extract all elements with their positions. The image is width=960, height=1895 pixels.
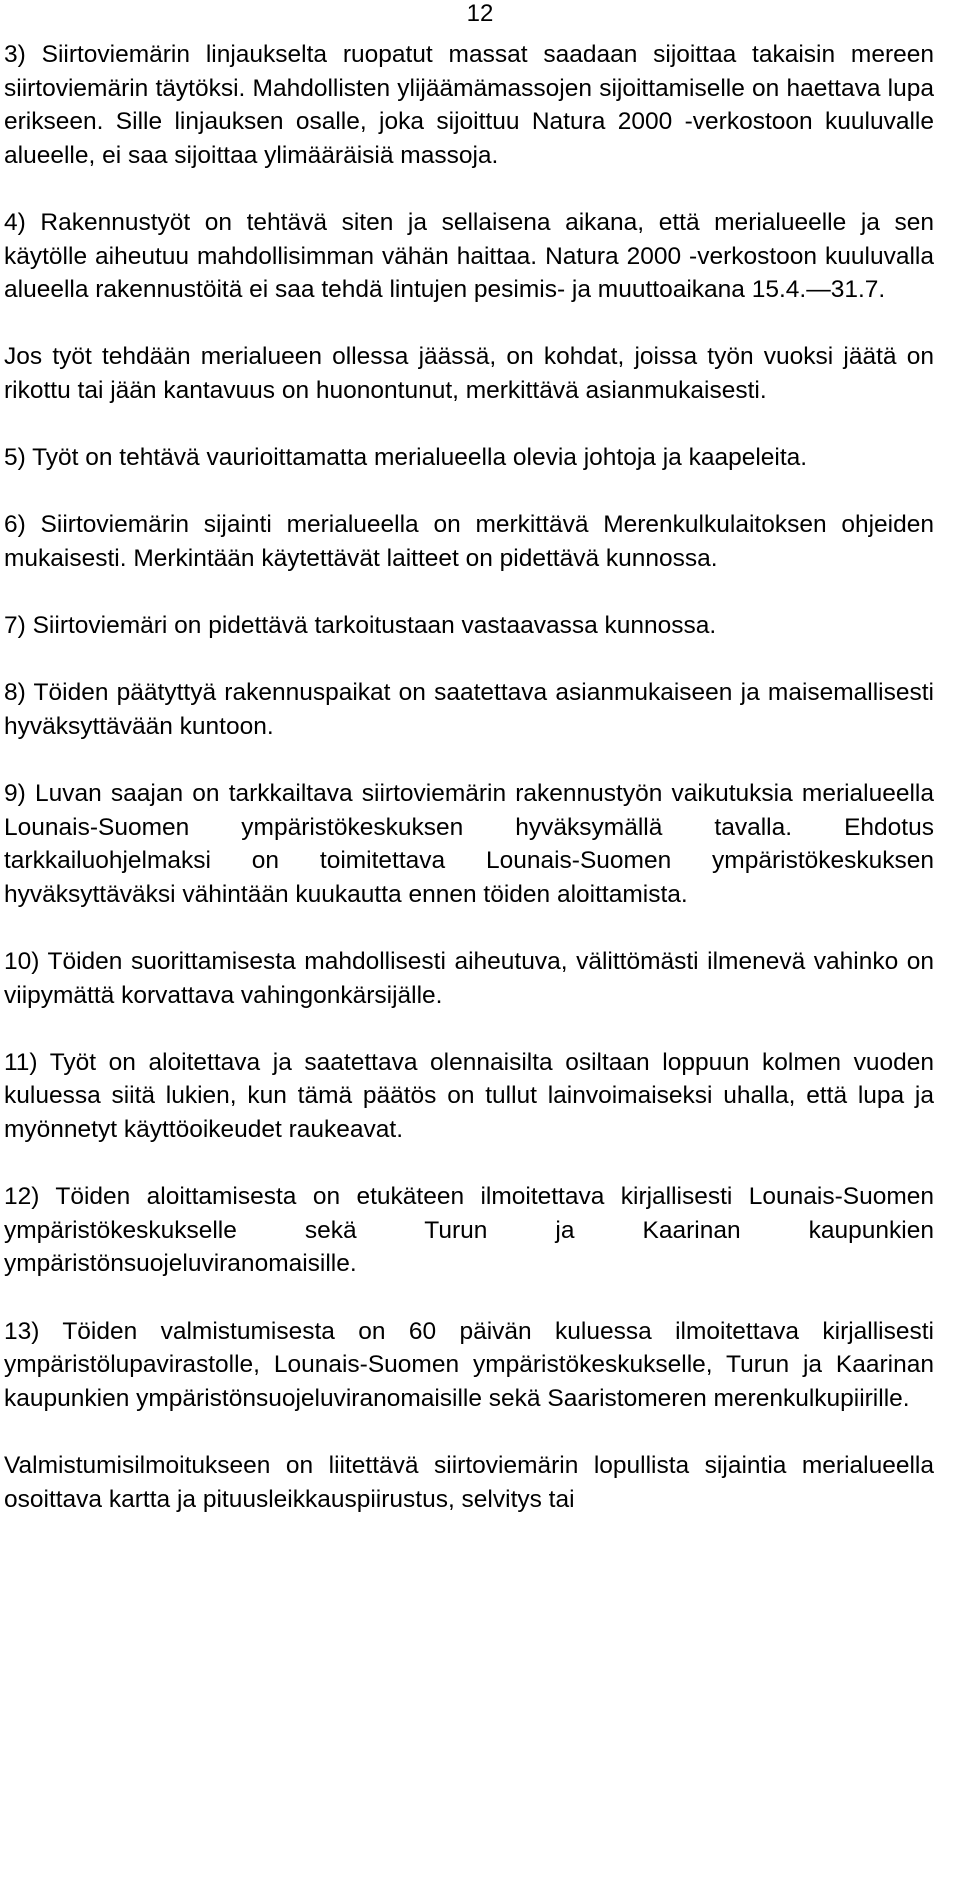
paragraph-condition-11: 11) Työt on aloitettava ja saatettava olennaisilta osiltaan loppuun kolmen vuoden kuluessa siitä lukien, kun tämä päätös on tullut lainvoimaiseksi uhalla, että lupa ja myönnetyt käyttöoikeudet raukeavat.	[4, 1048, 934, 1143]
paragraph-condition-3: 3) Siirtoviemärin linjaukselta ruopatut massat saadaan sijoittaa takaisin mereen siirtoviemärin täytöksi. Mahdollisten ylijäämämassojen sijoittamiselle on haettava lupa erikseen. Sille linjauksen osalle, joka sijoittuu Natura 2000 -verkostoon kuuluvalle alueelle, ei saa sijoittaa ylimääräisiä massoja.	[4, 41, 934, 169]
paragraph-condition-6: 6) Siirtoviemärin sijainti merialueella on merkittävä Merenkulkulaitoksen ohjeiden mukaisesti. Merkintään käytettävät laitteet on pidettävä kunnossa.	[4, 511, 934, 572]
paragraph-condition-9: 9) Luvan saajan on tarkkailtava siirtoviemärin rakennustyön vaikutuksia merialueella Lounais-Suomen ympäristökeskuksen hyväksymällä tavalla. Ehdotus tarkkailuohjelmaksi on toimitettava Lounais-Suomen ympäristökeskuksen hyväksyttäväksi vähintään kuukautta ennen töiden aloittamista.	[4, 780, 934, 908]
paragraph-condition-12: 12) Töiden aloittamisesta on etukäteen ilmoitettava kirjallisesti Lounais-Suomen ympäristökeskukselle sekä Turun ja Kaarinan kaupunkien ympäristönsuojeluviranomaisille.	[4, 1183, 934, 1278]
paragraph-condition-7: 7) Siirtoviemäri on pidettävä tarkoitustaan vastaavassa kunnossa.	[4, 612, 717, 640]
document-body	[4, 38, 934, 1516]
paragraph-completion-notice: Valmistumisilmoitukseen on liitettävä siirtoviemärin lopullista sijaintia merialueella osoittava kartta ja pituusleikkauspiirustus, selvitys tai	[4, 1451, 934, 1513]
paragraph-condition-8: 8) Töiden päätyttyä rakennuspaikat on saatettava asianmukaiseen ja maisemallisesti hyväksyttävään kuntoon.	[4, 679, 934, 740]
paragraph-condition-13: 13) Töiden valmistumisesta on 60 päivän kuluessa ilmoitettava kirjallisesti ympäristölupavirastolle, Lounais-Suomen ympäristökeskukselle, Turun ja Kaarinan kaupunkien ympäristönsuojeluviranomaisille sekä Saaristomeren merenkulkupiirille.	[4, 1317, 934, 1412]
paragraph-condition-4: 4) Rakennustyöt on tehtävä siten ja sellaisena aikana, että merialueelle ja sen käytölle aiheutuu mahdollisimman vähän haittaa. Natura 2000 -verkostoon kuuluvalla alueella rakennustöitä ei saa tehdä lintujen pesimis- ja muuttoaikana 15.4.—31.7.	[4, 208, 934, 304]
paragraph-ice-works: Jos työt tehdään merialueen ollessa jäässä, on kohdat, joissa työn vuoksi jäätä on rikottu tai jään kantavuus on huonontunut, merkittävä asianmukaisesti.	[4, 343, 934, 404]
paragraph-condition-5: 5) Työt on tehtävä vaurioittamatta merialueella olevia johtoja ja kaapeleita.	[4, 444, 808, 472]
paragraph-condition-10: 10) Töiden suorittamisesta mahdollisesti aiheutuva, välittömästi ilmenevä vahinko on viipymättä korvattava vahingonkärsijälle.	[4, 948, 934, 1009]
page-number: 12	[466, 0, 494, 27]
